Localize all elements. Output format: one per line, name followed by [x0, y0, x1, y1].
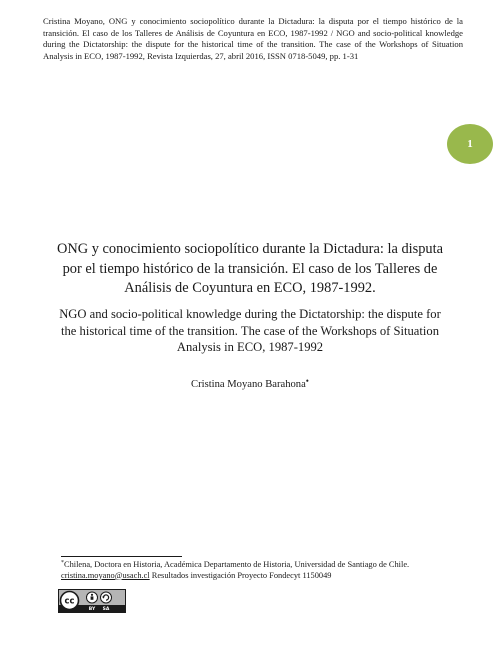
title-es-line-3: Análisis de Coyuntura en ECO, 1987-1992. — [124, 280, 376, 296]
footnote-separator — [61, 556, 182, 557]
title-en-line-3: Analysis in ECO, 1987-1992 — [176, 340, 324, 354]
cc-letters: cc — [64, 596, 75, 607]
title-en-line-2: the historical time of the transition. The case of the Workshops of Situation — [60, 323, 439, 338]
author-footnote — [61, 560, 446, 581]
creative-commons-by-sa-icon[interactable] — [58, 589, 126, 613]
cc-by-label: BY — [88, 607, 96, 612]
footnote-affiliation: Chilena, Doctora en Historia, Académica Departamento de Historia, Universidad de Santiago de Chile. — [64, 560, 410, 569]
article-title-english — [40, 306, 460, 356]
title-en-line-1: NGO and socio-political knowledge during the Dictatorship: the dispute for — [59, 307, 441, 321]
author-email-link[interactable]: cristina.moyano@usach.cl — [61, 570, 150, 580]
author-line — [40, 378, 460, 392]
footnote-mark: * — [61, 560, 64, 566]
title-es-line-1: ONG y conocimiento sociopolítico durante la Dictadura: la disputa — [56, 241, 444, 257]
page-number-badge: 1 — [447, 124, 493, 164]
author-footnote-mark: • — [305, 376, 309, 386]
title-es-line-2: por el tiempo histórico de la transición. El caso de los Talleres de — [62, 260, 438, 277]
cc-sa-label: SA — [102, 607, 110, 612]
share-alike-icon — [101, 592, 112, 603]
article-title-spanish — [40, 240, 460, 299]
author-name: Cristina Moyano Barahona — [191, 379, 306, 390]
journal-citation-header: Cristina Moyano, ONG y conocimiento sociopolítico durante la Dictadura: la disputa por el tiempo histórico de la transición. El caso de los Talleres de Análisis de Coyuntura en ECO, 1987-1992 / NGO and socio-political knowledge during the Dictatorship: the dispute for the historical time of the transition. The case of the Workshops of Situation Analysis in ECO, 1987-1992, Revista Izquierdas, 27, abril 2016, ISSN 0718-5049, pp. 1-31 — [43, 16, 463, 61]
footnote-funding: Resultados investigación Proyecto Fondecyt 1150049 — [149, 570, 332, 580]
